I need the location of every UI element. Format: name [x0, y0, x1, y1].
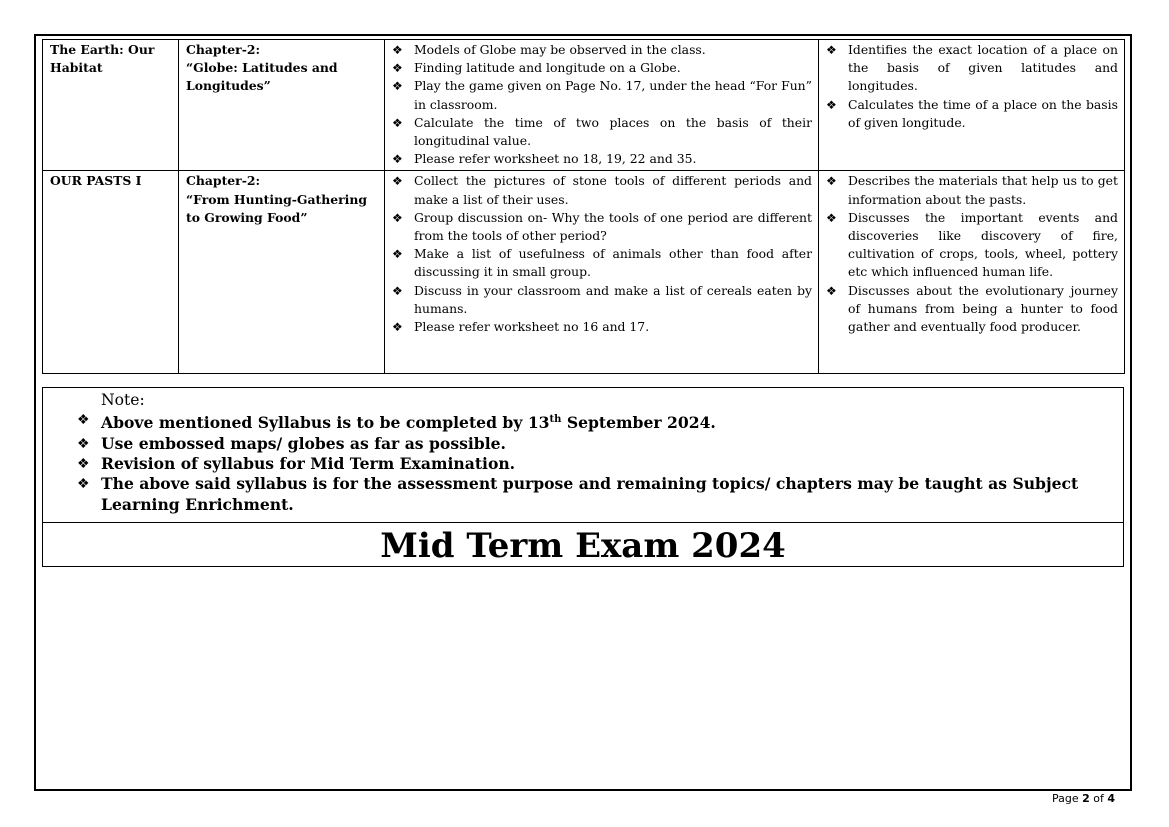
activity-text: Finding latitude and longitude on a Globe.: [414, 60, 681, 76]
note-text: Revision of syllabus for Mid Term Examination.: [101, 454, 516, 474]
bullet-icon: ❖: [392, 61, 403, 76]
page-total: 4: [1107, 792, 1116, 805]
table-row: [43, 40, 1125, 171]
bullet-icon: ❖: [77, 476, 90, 493]
list-item: [826, 41, 1118, 96]
list-item: [826, 282, 1118, 337]
page-label: Page: [1052, 792, 1079, 805]
page-number: [1052, 792, 1115, 805]
activity-text: Discuss in your classroom and make a list of cereals eaten by humans.: [414, 282, 812, 316]
chapter-cell: [179, 171, 385, 374]
bullet-icon: ❖: [392, 79, 403, 94]
bullet-icon: ❖: [826, 210, 837, 225]
page-current: 2: [1082, 792, 1090, 805]
activity-text: Group discussion on- Why the tools of one period are different from the tools of other period?: [414, 209, 812, 244]
list-item: [826, 96, 1118, 132]
bullet-icon: ❖: [826, 174, 837, 189]
outcomes-cell: [819, 171, 1125, 374]
note-text: Above mentioned Syllabus is to be completed by 13: [101, 413, 550, 433]
note-superscript: th: [549, 414, 562, 426]
note-text: The above said syllabus is for the assessment purpose and remaining topics/ chapters may be taught as Subject Learning Enrichment.: [101, 474, 1079, 514]
activity-text: Models of Globe may be observed in the class.: [414, 42, 706, 57]
outcome-text: Identifies the exact location of a place on the basis of given latitudes and longitudes.: [848, 42, 1118, 94]
list-item: [826, 209, 1118, 282]
theme-cell: OUR PASTS I: [43, 171, 179, 374]
activity-text: Make a list of usefulness of animals other than food after discussing it in small group.: [414, 246, 812, 280]
note-item: [77, 474, 1083, 515]
bullet-icon: ❖: [392, 320, 403, 335]
bullet-icon: ❖: [392, 115, 403, 130]
note-text: Use embossed maps/ globes as far as possible.: [101, 433, 506, 453]
activities-cell: [385, 171, 819, 374]
exam-title: Mid Term Exam 2024: [380, 526, 786, 566]
syllabus-table: [42, 39, 1125, 374]
bullet-icon: ❖: [392, 210, 403, 225]
chapter-number: Chapter-2:: [186, 173, 261, 189]
chapter-title: “Globe: Latitudes and Longitudes”: [186, 60, 338, 94]
list-item: [392, 41, 812, 59]
chapter-cell: [179, 40, 385, 171]
note-box: [42, 387, 1124, 567]
list-item: [392, 209, 812, 245]
list-item: [392, 114, 812, 150]
outcome-text: Discusses the important events and discoveries like discovery of fire, cultivation of crops, tools, wheel, pottery etc which influenced human life.: [848, 209, 1118, 280]
bullet-icon: ❖: [77, 412, 90, 429]
list-item: [392, 172, 812, 208]
bullet-icon: ❖: [77, 456, 90, 473]
bullet-icon: ❖: [826, 43, 837, 57]
activity-text: Calculate the time of two places on the basis of their longitudinal value.: [414, 114, 812, 149]
note-section: [43, 388, 1123, 523]
theme-cell: The Earth: Our Habitat: [43, 40, 179, 171]
bullet-icon: ❖: [392, 152, 403, 167]
outcome-text: Describes the materials that help us to get information about the pasts.: [848, 173, 1118, 207]
bullet-icon: ❖: [826, 283, 837, 298]
note-text: September 2024.: [561, 413, 716, 433]
list-item: [392, 318, 812, 336]
table-row: [43, 171, 1125, 374]
note-item: [77, 410, 1083, 433]
outcome-text: Calculates the time of a place on the basis of given longitude.: [848, 96, 1118, 130]
activities-cell: [385, 40, 819, 171]
list-item: [392, 77, 812, 113]
bullet-icon: ❖: [392, 43, 403, 57]
list-item: [392, 245, 812, 281]
chapter-title: “From Hunting-Gathering to Growing Food”: [186, 191, 368, 225]
list-item: [392, 282, 812, 318]
chapter-number: Chapter-2:: [186, 42, 261, 57]
note-title: Note:: [101, 391, 145, 409]
list-item: [392, 59, 812, 77]
activity-text: Play the game given on Page No. 17, under the head “For Fun” in classroom.: [414, 78, 812, 112]
activity-text: Please refer worksheet no 18, 19, 22 and 35.: [414, 151, 697, 167]
note-item: [77, 434, 1083, 454]
activity-text: Collect the pictures of stone tools of different periods and make a list of their uses.: [414, 173, 812, 207]
bullet-icon: ❖: [826, 97, 837, 112]
activity-text: Please refer worksheet no 16 and 17.: [414, 319, 650, 335]
note-item: [77, 454, 1083, 474]
bullet-icon: ❖: [392, 247, 403, 262]
bullet-icon: ❖: [77, 435, 90, 452]
bullet-icon: ❖: [392, 283, 403, 298]
outcomes-cell: [819, 40, 1125, 171]
outcome-text: Discusses about the evolutionary journey of humans from being a hunter to food gather and eventually food producer.: [848, 282, 1118, 335]
page-of: of: [1093, 792, 1104, 805]
list-item: [826, 172, 1118, 208]
bullet-icon: ❖: [392, 174, 403, 189]
list-item: [392, 150, 812, 168]
